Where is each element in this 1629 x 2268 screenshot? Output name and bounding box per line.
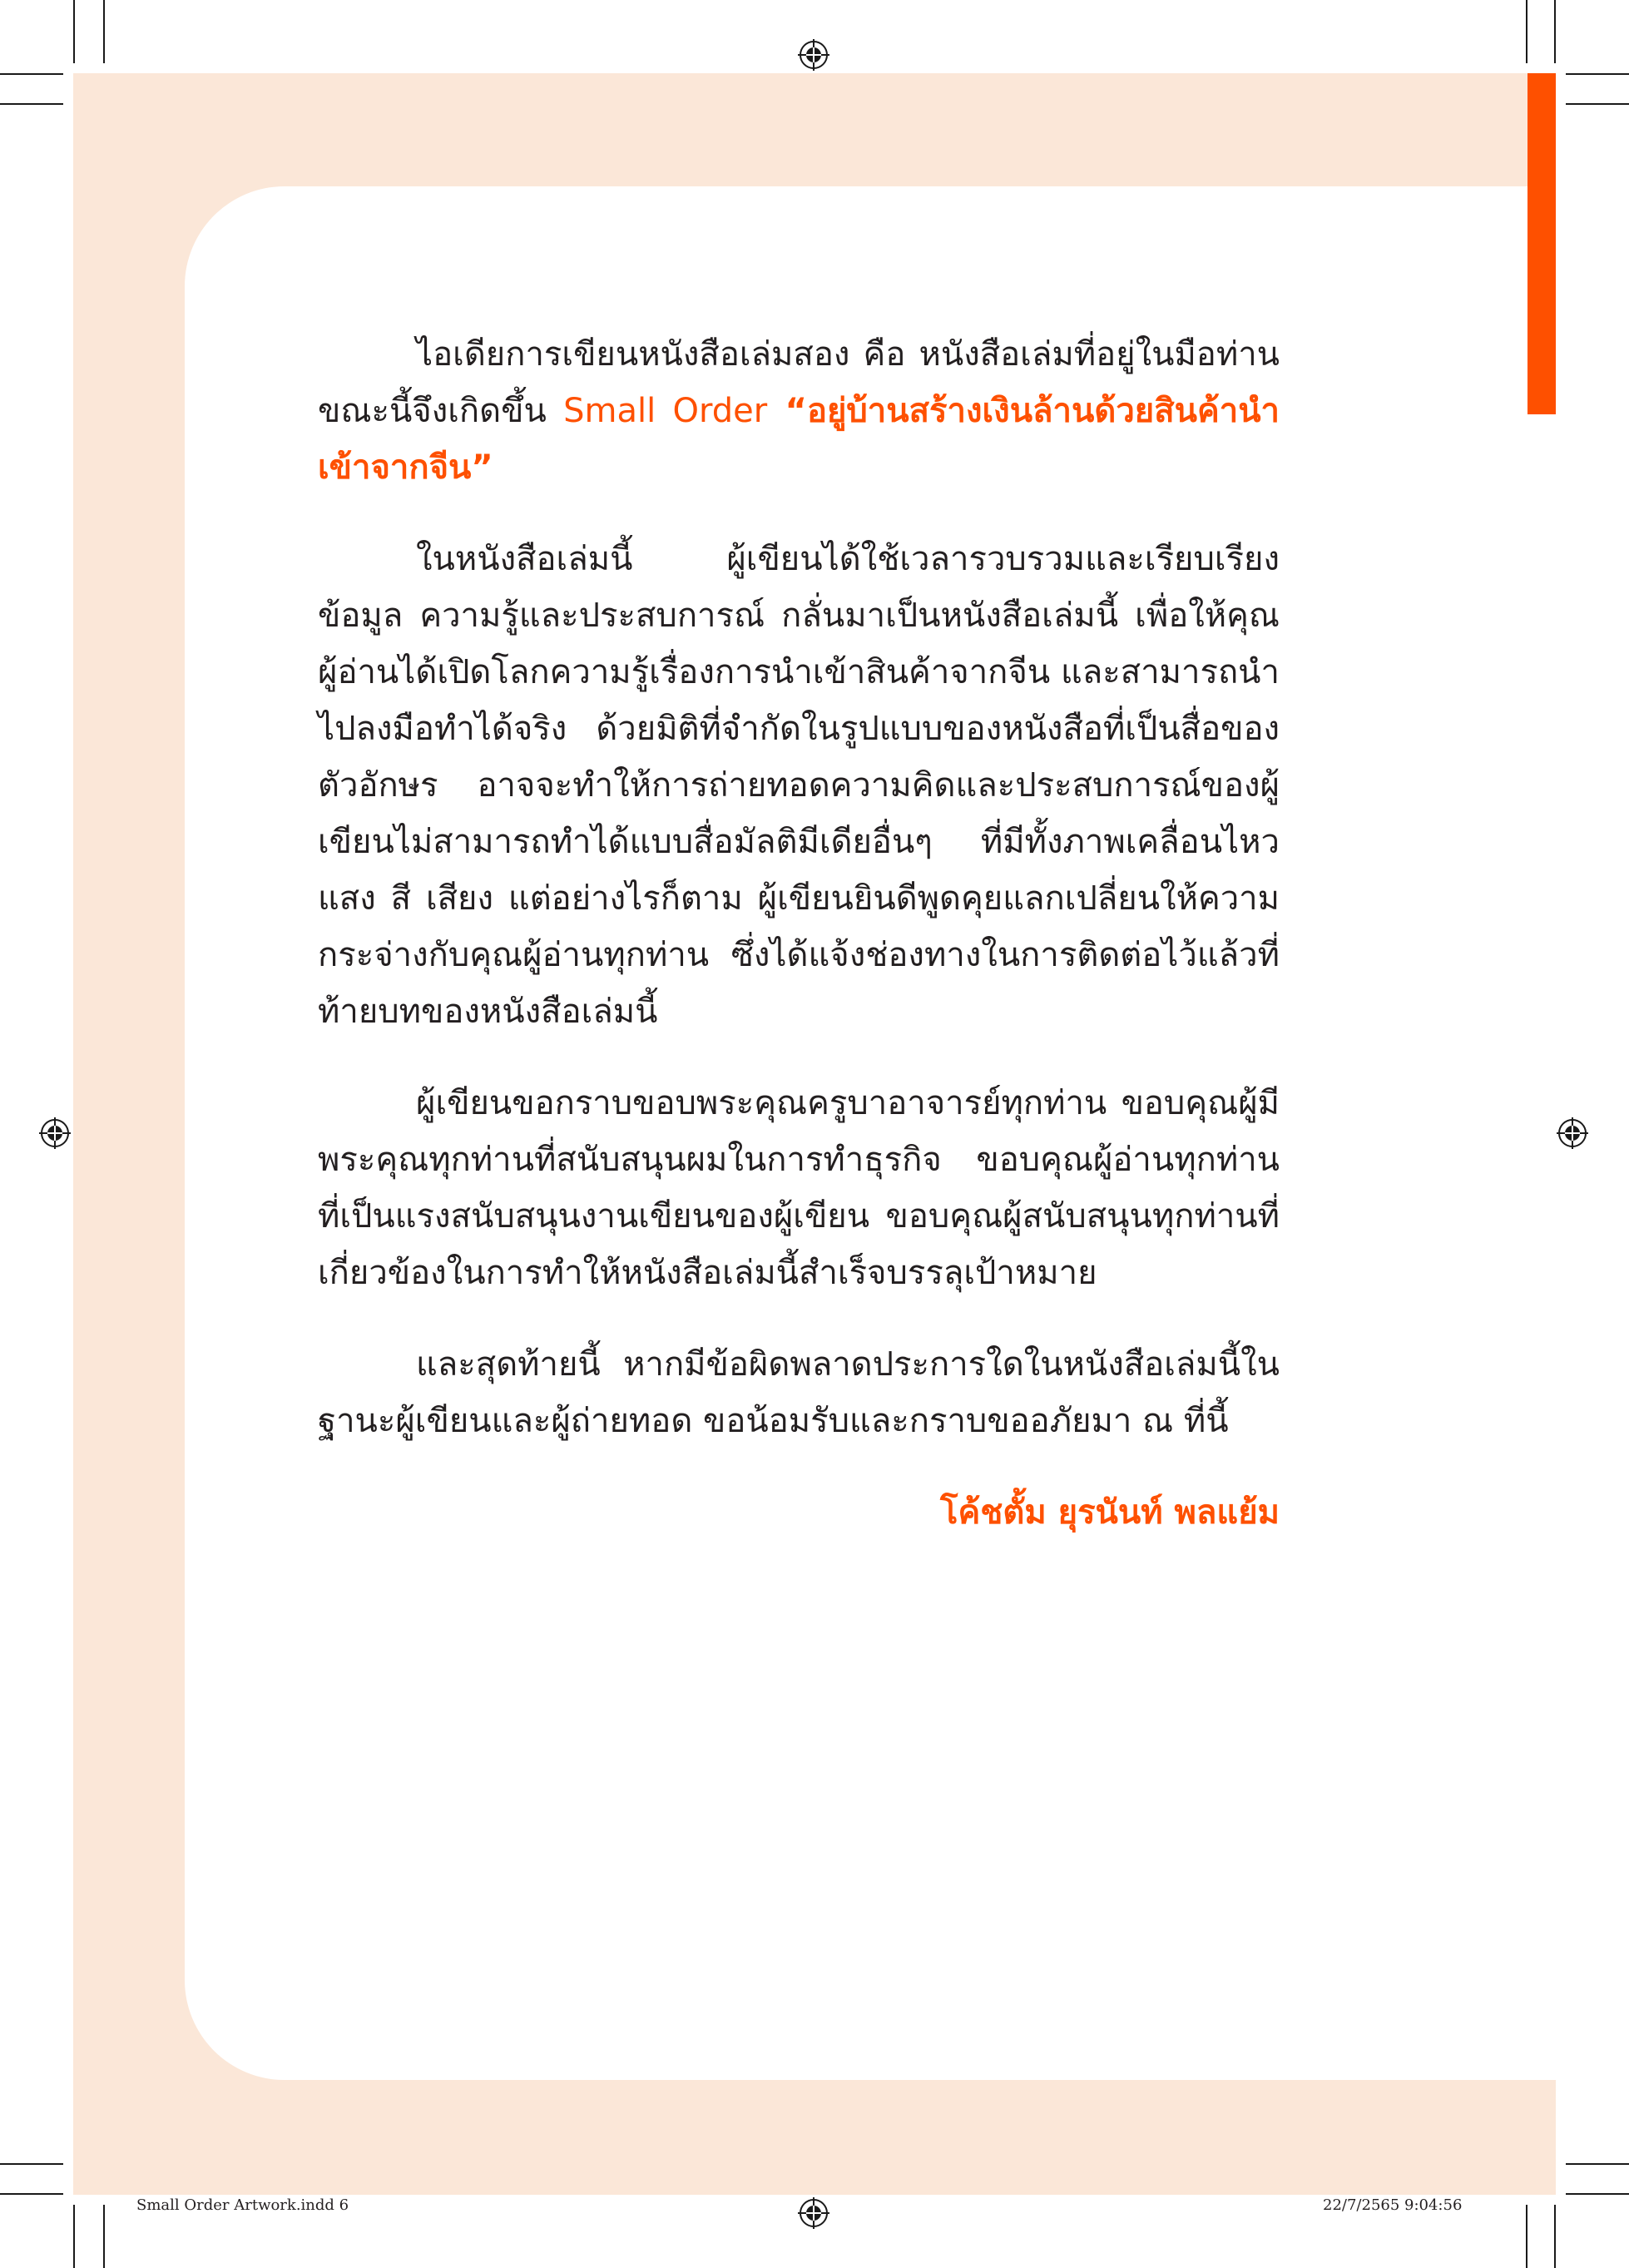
paragraph-intro-text: ไอเดียการเขียนหนังสือเล่มสอง คือ หนังสือเล่มที่อยู่ในมือท่านขณะนี้จึงเกิดขึ้น [318,335,1280,430]
crop-mark [0,2163,63,2165]
crop-mark [1554,2205,1556,2268]
crop-mark [1566,73,1629,75]
crop-mark [1526,2205,1527,2268]
crop-mark [0,73,63,75]
registration-mark-icon [39,1117,71,1149]
paragraph-intro [318,326,1280,496]
crop-mark [1566,103,1629,105]
slug-timestamp: 22/7/2565 9:04:56 [1323,2196,1463,2214]
paragraph-thanks: ผู้เขียนขอกราบขอบพระคุณครูบาอาจารย์ทุกท่าน ขอบคุณผู้มีพระคุณทุกท่านที่สนับสนุนผมในการทำธุรกิจ ขอบคุณผู้อ่านทุกท่าน ที่เป็นแรงสนับสนุนงานเขียนของผู้เขียน ขอบคุณผู้สนับสนุนทุกท่านที่เกี่ยวข้องในการทำให้หนังสือเล่มนี้สำเร็จบรรลุเป้าหมาย [318,1084,1280,1292]
crop-mark [73,0,75,63]
registration-mark-icon [798,39,829,71]
author-signature: โค้ชตั้ม ยุรนันท์ พลแย้ม [939,1493,1280,1532]
crop-mark [1554,0,1556,63]
crop-mark [1566,2193,1629,2195]
crop-mark [1566,2163,1629,2165]
crop-mark [73,2205,75,2268]
book-title: “อยู่บ้านสร้างเงินล้านด้วยสินค้านำเข้าจากจีน” [318,392,1280,487]
paragraph-apology: และสุดท้ายนี้ หากมีข้อผิดพลาดประการใดในหนังสือเล่มนี้ในฐานะผู้เขียนและผู้ถ่ายทอด ขอน้อมรับและกราบขออภัยมา ณ ที่นี้ [318,1345,1280,1440]
body-text-column [318,326,1280,1541]
chapter-tab-marker [1527,73,1556,414]
crop-mark [0,103,63,105]
crop-mark [103,0,105,63]
brand-name: Small Order [563,392,768,430]
crop-mark [1526,0,1527,63]
crop-mark [103,2205,105,2268]
registration-mark-icon [1557,1117,1588,1149]
paragraph-about: ในหนังสือเล่มนี้ ผู้เขียนได้ใช้เวลารวบรวมและเรียบเรียงข้อมูล ความรู้และประสบการณ์ กลั่นมาเป็นหนังสือเล่มนี้ เพื่อให้คุณผู้อ่านได้เปิดโลกความรู้เรื่องการนำเข้าสินค้าจากจีน และสามารถนำไปลงมือทำได้จริง ด้วยมิติที่จำกัดในรูปแบบของหนังสือที่เป็นสื่อของตัวอักษร อาจจะทำให้การถ่ายทอดความคิดและประสบการณ์ของผู้เขียนไม่สามารถทำได้แบบสื่อมัลติมีเดียอื่นๆ ที่มีทั้งภาพเคลื่อนไหว แสง สี เสียง แต่อย่างไรก็ตาม ผู้เขียนยินดีพูดคุยแลกเปลี่ยนให้ความกระจ่างกับคุณผู้อ่านทุกท่าน ซึ่งได้แจ้งช่องทางในการติดต่อไว้แล้วที่ท้ายบทของหนังสือเล่มนี้ [318,540,1280,1031]
registration-mark-icon [798,2197,829,2229]
slug-filename: Small Order Artwork.indd 6 [136,2196,349,2214]
crop-mark [0,2193,63,2195]
